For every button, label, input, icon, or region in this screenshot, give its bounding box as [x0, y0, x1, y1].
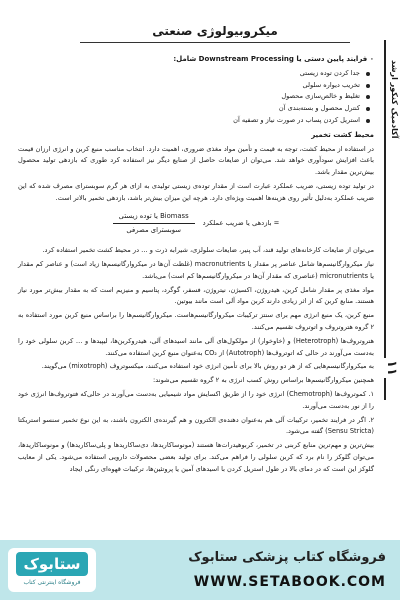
- page-number: ۱۱: [384, 360, 399, 376]
- bullet-heading: ۰ فرایند پایین دستی یا Downstream Processing شامل:: [173, 55, 374, 63]
- store-title: فروشگاه کتاب پزشکی ستابوک: [188, 550, 386, 565]
- paragraph: می‌توان از ضایعات کارخانه‌های تولید قند، آب پنیر، ضایعات سلولزی، شیرابه ذرت و … در محیط کشت تخمیر استفاده کرد.: [42, 246, 374, 255]
- list-item: جدا کردن توده زیستی: [18, 68, 360, 80]
- body-text: [18, 54, 374, 478]
- footer-banner: [0, 540, 400, 600]
- list-item: ۱. کموتروف‌ها (Chemotroph) انرژی خود را از طریق اکسایش مواد شیمیایی به‌دست می‌آورند در حالی‌که فتوتروف‌ها انرژی خود را از نور به‌دست می‌آورند.: [18, 389, 374, 410]
- side-tab: [384, 40, 400, 400]
- list-item: استریل کردن پساب در صورت نیاز و تصفیه آن: [18, 115, 360, 127]
- paragraph: منبع کربن، یک منبع انرژی مهم برای سنتز ترکیبات میکروارگانیسم‌هاست. میکروارگانیسم‌ها را براساس منبع کربن مورد استفاده به ۲ گروه هتروتروف و اتوتروف تقسیم می‌کنند.: [18, 311, 374, 331]
- list-item: کنترل محصول و بسته‌بندی آن: [18, 103, 360, 115]
- paragraph: در استفاده از محیط کشت، توجه به قیمت و تأمین مواد مغذی ضروری، اهمیت دارد. انتخاب مناسب منبع کربن و انرژی ارزان قیمت باعث افزایش سودآوری خواهد شد. می‌توان از ضایعات حاصل از صنایع دیگر نیز استفاده کرد طوری که بازدهی تولید محصول بیش‌ترین مقدار باشد.: [18, 144, 374, 177]
- paragraph: همچنین میکروارگانیسم‌ها براساس روش کسب انرژی به ۲ گروه تقسیم می‌شوند:: [153, 376, 374, 385]
- formula-fraction: [113, 211, 195, 238]
- paragraph: به میکروارگانیسم‌هایی که از هر دو روش بالا برای تأمین انرژی خود استفاده می‌کنند، میکسوتروف (mixotroph) می‌گویند.: [41, 362, 374, 371]
- numbered-list: [18, 389, 374, 438]
- formula-numerator: Biomass یا توده زیستی: [113, 211, 195, 225]
- page-title: میکروبیولوژی صنعتی: [80, 24, 350, 43]
- formula-result: = بازدهی یا ضریب عملکرد: [202, 218, 280, 227]
- paragraph: هتروتروف‌ها (Heterotroph) و (خاوخوار) از مولکول‌های آلی مانند اسیدهای آلی، هیدروکربن‌ها، لیپیدها و … کربن سلولی خود را به‌دست می‌آورند در حالی که اتوتروف‌ها (Autotroph) از CO₂ به‌عنوان منبع کربن استفاده می‌کنند.: [18, 336, 375, 357]
- store-logo[interactable]: [8, 548, 96, 592]
- side-label: آکادمیک کنکور ارشد: [390, 60, 399, 139]
- section-heading: محیط کشت تخمیر: [311, 130, 374, 139]
- paragraph: بیش‌ترین و مهم‌ترین منابع کربنی در تخمیر، کربوهیدرات‌ها هستند (مونوساکاریدها، دی‌ساکاریدها و پلی‌ساکاریدها) و مونوساکاریدها، می‌توان گلوکز را نام برد که کربن سلولی را فراهم می‌کند. برای تولید بعضی محصولات دارویی استفاده می‌شود. یکی از معایب گلوکز این است که در دمای بالا در طول استریل کردن با اسیدهای آمین یا پروتئین‌ها، ترکیبات قهوه‌ای رنگی ایجاد: [18, 441, 374, 473]
- yield-formula: [18, 211, 374, 238]
- paragraph: مواد مغذی پر مقدار شامل کربن، هیدروژن، اکسیژن، نیتروژن، فسفر، گوگرد، پتاسیم و منیزیم است که به مقدار بیش‌تر مورد نیاز هستند. منابع کربن که از اثر زیادی دارند کربن مواد آلی است مانند بیوتین.: [18, 285, 374, 306]
- list-item: ۲. اگر در فرایند تخمیر، ترکیبات آلی هم به‌عنوان دهنده‌ی الکترون و هم گیرنده‌ی الکترون باشند، به این نوع تخمیر سنسو استریکتا (Sensu Stricta) گفته می‌شود.: [18, 415, 374, 436]
- list-item: تغلیظ و خالص‌سازی محصول: [18, 91, 360, 103]
- logo-mark: ستابوک: [16, 552, 88, 576]
- list-item: تخریب دیواره سلولی: [18, 80, 360, 92]
- formula-denominator: سوبسترای مصرفی: [126, 226, 181, 235]
- paragraph: نیاز میکروارگانیسم‌ها شامل عناصر پر مقدار یا macronutrients (غلظت آن‌ها در میکروارگانیسم‌ها زیاد است) و عناصر کم مقدار یا micronutrients (عناصری که مقدار آن‌ها در میکروارگانیسم‌ها کم است) می‌باشد.: [18, 259, 374, 280]
- downstream-steps-list: [18, 68, 374, 127]
- logo-subtext: فروشگاه اینترنتی کتاب: [23, 579, 81, 586]
- store-url-link[interactable]: WWW.SETABOOK.COM: [193, 574, 386, 590]
- paragraph: در تولید توده زیستی، ضریب عملکرد عبارت است از مقدار توده‌ی زیستی تولیدی به ازای هر گرم سوبسترای مصرف شده که این ضریب عملکرد به‌دلیل تأثیر روی هزینه‌ها اهمیت ویژه‌ای دارد. هرچه این میزان بیش‌تر باشد، بازدهی تخمیر بالاتر است.: [18, 181, 374, 202]
